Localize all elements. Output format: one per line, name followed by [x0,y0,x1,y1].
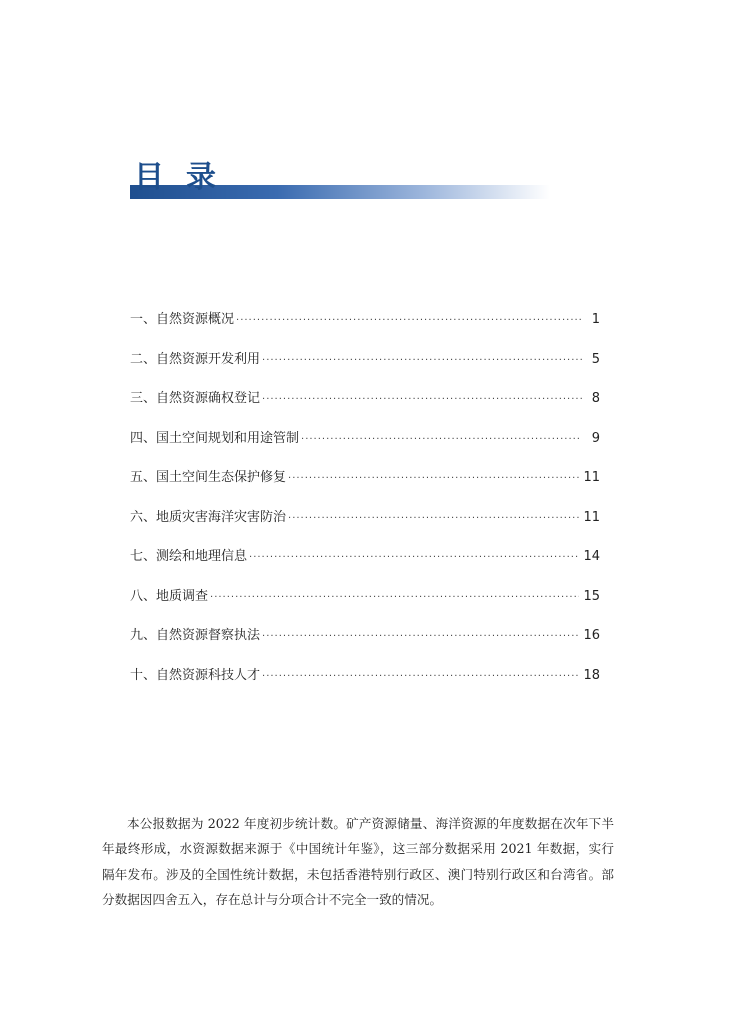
toc-entry-label: 九、自然资源督察执法 [130,628,261,643]
dot-leader [262,355,582,366]
toc-entry[interactable] [130,664,600,704]
toc-entry-label: 四、国土空间规划和用途管制 [130,430,300,446]
dot-leader [262,394,582,405]
toc-entry[interactable] [130,387,600,427]
toc-entry-page: 8 [591,391,600,406]
data-note-paragraph: 本公报数据为 2022 年度初步统计数。矿产资源储量、海洋资源的年度数据在次年下半年最终形成，水资源数据来源于《中国统计年鉴》，这三部分数据采用 2021 年数据，实行隔年发布。涉及的全国性统计数据，未包括香港特别行政区、澳门特别行政区和台湾省。部分数据因四舍五入，存在总计与分项合计不完全一致的情况。 [102,815,614,908]
toc-entry-label: 七、测绘和地理信息 [130,549,248,564]
table-of-contents [130,308,600,703]
dot-leader [210,592,579,603]
toc-entry-page: 16 [583,628,600,643]
toc-entry[interactable] [130,427,600,467]
toc-entry-page: 5 [591,351,600,367]
toc-entry-page: 15 [583,588,600,604]
dot-leader [301,434,582,445]
toc-entry-page: 1 [591,312,600,327]
toc-entry-label: 十、自然资源科技人才 [130,667,261,683]
toc-entry-page: 14 [583,549,600,564]
toc-title-block [130,160,550,202]
toc-entry[interactable] [130,466,600,506]
toc-entry[interactable] [130,545,600,585]
page-title: 目录 [134,160,238,195]
toc-entry-page: 11 [583,470,600,485]
dot-leader [288,473,579,484]
dot-leader [262,631,579,642]
toc-entry-label: 二、自然资源开发利用 [130,351,261,367]
toc-entry[interactable] [130,506,600,546]
toc-entry[interactable] [130,308,600,348]
toc-entry[interactable] [130,624,600,664]
dot-leader [288,513,579,524]
toc-entry-label: 八、地质调查 [130,588,209,604]
toc-entry-label: 六、地质灾害海洋灾害防治 [130,509,287,525]
toc-entry-label: 三、自然资源确权登记 [130,391,261,406]
toc-entry-page: 9 [591,430,600,446]
toc-entry-label: 五、国土空间生态保护修复 [130,470,287,485]
toc-entry[interactable] [130,585,600,625]
toc-entry-page: 11 [583,509,600,525]
toc-entry-page: 18 [583,667,600,683]
toc-entry-label: 一、自然资源概况 [130,312,235,327]
toc-entry[interactable] [130,348,600,388]
dot-leader [236,315,582,326]
dot-leader [249,552,579,563]
dot-leader [262,671,579,682]
